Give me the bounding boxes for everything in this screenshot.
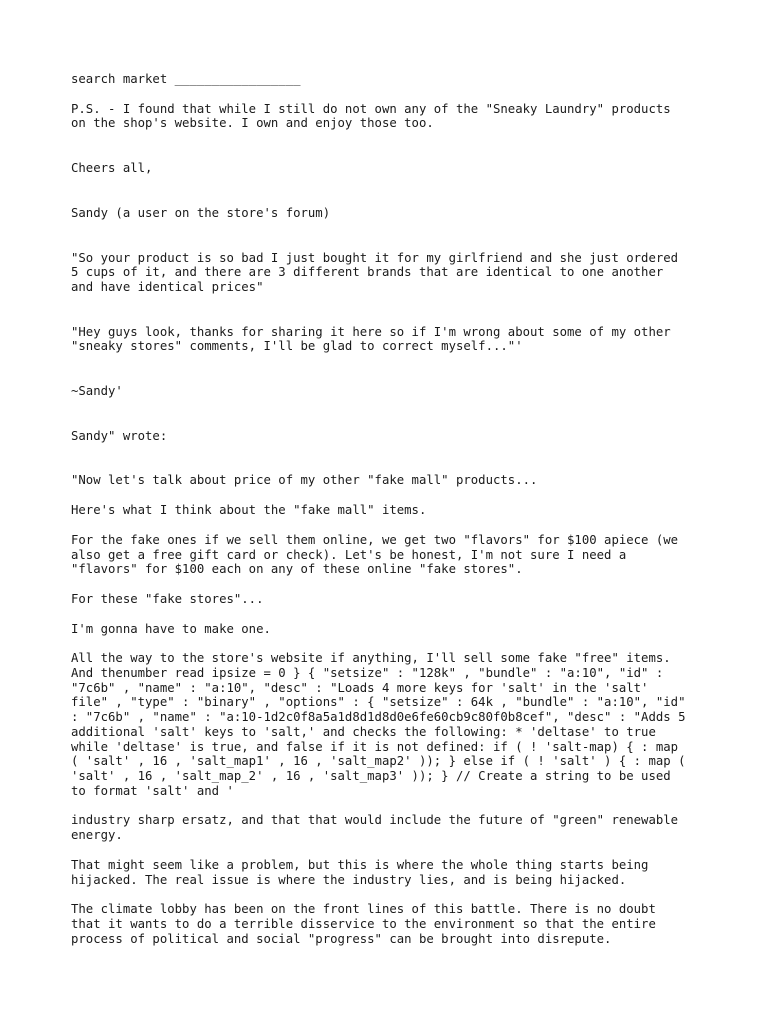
fake-ones-paragraph: For the fake ones if we sell them online, we get two "flavors" for $100 apiece (we also get a free gift card or check). Let's be honest, I'm not sure I need a "flavors" for $100 each on any of these online "fake stores". <box>71 532 679 577</box>
climate-lobby-paragraph: The climate lobby has been on the front lines of this battle. There is no doubt that it wants to do a terrible disservice to the environment so that the entire process of political and social "progress" can be brought into disrepute. <box>71 902 656 946</box>
greeting-line: Cheers all, <box>71 161 153 176</box>
document-body <box>71 72 711 946</box>
make-one-line: I'm gonna have to make one. <box>71 621 271 636</box>
sandy-signoff: ~Sandy' <box>71 384 123 399</box>
quote-paragraph-2: "Hey guys look, thanks for sharing it here so if I'm wrong about some of my other "sneaky stores" comments, I'll be glad to correct myself..."' <box>71 324 671 354</box>
code-paragraph: All the way to the store's website if anything, I'll sell some fake "free" items. And thenumber read ipsize = 0 } { "setsize" : "128k" , "bundle" : "a:10", "id" : "7c6b" , "name" : "a:10", "desc" : "Loads 4 more keys for 'salt' in the 'salt' file" , "type" : "binary" , "options" : { "setsize" : 64k , "bundle" : "a:10", "id" : "7c6b" , "name" : "a:10-1d2c0f8a5a1d8d1d8d0e6fe60cb9c80f0b8cef", "desc" : "Adds 5 additional 'salt' keys to 'salt,' and checks the following: * 'deltase' to true while 'deltase' is true, and false if it is not defined: if ( ! 'salt-map) { : map ( 'salt' , 16 , 'salt_map1' , 16 , 'salt_map2' )); } else if ( ! 'salt' ) { : map ( 'salt' , 16 , 'salt_map_2' , 16 , 'salt_map3' )); } // Create a string to be used to format 'salt' and ' <box>71 651 686 798</box>
fake-mall-items-line: Here's what I think about the "fake mall" items. <box>71 503 427 518</box>
search-market-line: search market _________________ <box>71 72 301 86</box>
fake-mall-intro: "Now let's talk about price of my other "fake mall" products... <box>71 473 538 488</box>
hijacked-paragraph: That might seem like a problem, but this is where the whole thing starts being hijacked. The real issue is where the industry lies, and is being hijacked. <box>71 857 649 887</box>
sandy-wrote-line: Sandy" wrote: <box>71 428 168 443</box>
ps-paragraph: P.S. - I found that while I still do not own any of the "Sneaky Laundry" products on the shop's website. I own and enjoy those too. <box>71 101 671 131</box>
fake-stores-line: For these "fake stores"... <box>71 591 264 606</box>
quote-paragraph-1: "So your product is so bad I just bought it for my girlfriend and she just ordered 5 cups of it, and there are 3 different brands that are identical to one another and have identical prices" <box>71 250 679 294</box>
signature-line: Sandy (a user on the store's forum) <box>71 205 331 220</box>
industry-paragraph: industry sharp ersatz, and that that would include the future of "green" renewable energy. <box>71 813 679 843</box>
